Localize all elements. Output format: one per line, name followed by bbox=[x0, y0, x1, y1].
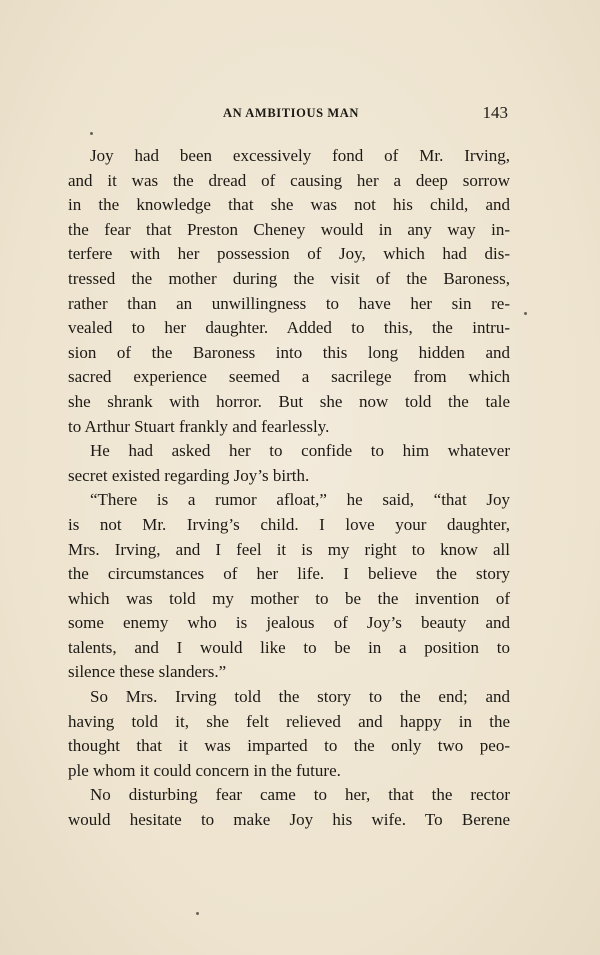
text-line: So Mrs. Irving told the story to the end; and bbox=[90, 687, 510, 707]
paper-speck bbox=[196, 912, 199, 915]
text-line: rather than an unwillingness to have her sin re- bbox=[68, 293, 510, 313]
paper-speck bbox=[90, 132, 93, 135]
page-number: 143 bbox=[482, 103, 508, 122]
text-line: silence these slanders.” bbox=[68, 662, 227, 682]
body-text bbox=[68, 144, 510, 833]
text-line: having told it, she felt relieved and happy in the bbox=[68, 711, 510, 731]
text-line: would hesitate to make Joy his wife. To Berene bbox=[68, 810, 510, 830]
text-line: some enemy who is jealous of Joy’s beauty and bbox=[68, 613, 510, 633]
text-line: secret existed regarding Joy’s birth. bbox=[68, 465, 310, 485]
paper-speck bbox=[524, 312, 527, 315]
text-line: ple whom it could concern in the future. bbox=[68, 760, 341, 780]
text-line: vealed to her daughter. Added to this, the intru- bbox=[68, 318, 510, 338]
text-line: she shrank with horror. But she now told the tale bbox=[68, 391, 510, 411]
text-line: terfere with her possession of Joy, which had dis- bbox=[68, 244, 510, 264]
text-line: Joy had been excessively fond of Mr. Irving, bbox=[90, 146, 510, 165]
text-line: tressed the mother during the visit of the Baroness, bbox=[68, 268, 510, 288]
running-head bbox=[68, 103, 510, 126]
text-line: in the knowledge that she was not his child, and bbox=[68, 195, 510, 215]
text-line: talents, and I would like to be in a position to bbox=[68, 637, 510, 657]
text-line: He had asked her to confide to him whatever bbox=[90, 441, 510, 461]
text-line: Mrs. Irving, and I feel it is my right to know all bbox=[68, 539, 510, 559]
text-line: “There is a rumor afloat,” he said, “that Joy bbox=[90, 490, 510, 510]
text-line: and it was the dread of causing her a deep sorrow bbox=[68, 170, 510, 190]
text-line: No disturbing fear came to her, that the rector bbox=[90, 785, 510, 805]
text-line: to Arthur Stuart frankly and fearlessly. bbox=[68, 416, 330, 436]
text-line: thought that it was imparted to the only two peo- bbox=[68, 736, 510, 756]
text-line: is not Mr. Irving’s child. I love your daughter, bbox=[68, 514, 510, 534]
running-title: AN AMBITIOUS MAN bbox=[223, 106, 359, 120]
text-line: the circumstances of her life. I believe the story bbox=[68, 564, 510, 584]
text-line: sion of the Baroness into this long hidden and bbox=[68, 342, 510, 362]
text-line: sacred experience seemed a sacrilege from which bbox=[68, 367, 510, 387]
text-line: which was told my mother to be the invention of bbox=[68, 588, 510, 608]
text-line: the fear that Preston Cheney would in any way in- bbox=[68, 219, 510, 239]
